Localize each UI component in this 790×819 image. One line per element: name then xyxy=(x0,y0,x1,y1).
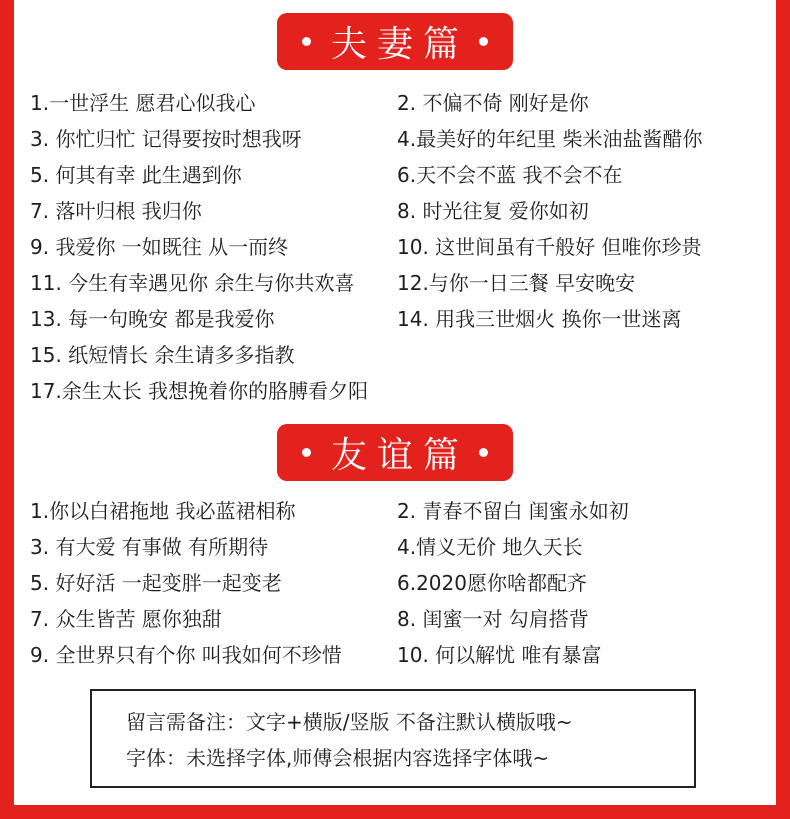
right-red-border xyxy=(776,0,790,819)
list-item: 3. 有大爱 有事做 有所期待 xyxy=(30,535,269,559)
bullet-dot-icon xyxy=(302,448,311,457)
list-item: 4.最美好的年纪里 柴米油盐酱醋你 xyxy=(397,127,703,151)
bullet-dot-icon xyxy=(479,37,488,46)
couple-phrase-list xyxy=(30,85,770,409)
note-line-text-orientation: 留言需备注：文字+横版/竖版 不备注默认横版哦~ xyxy=(126,710,573,734)
note-line-font: 字体：未选择字体,师傅会根据内容选择字体哦~ xyxy=(126,746,550,770)
section-title: 夫妻篇 xyxy=(330,24,469,65)
list-item: 1.一世浮生 愿君心似我心 xyxy=(30,91,256,115)
list-item: 14. 用我三世烟火 换你一世迷离 xyxy=(397,307,682,331)
list-item: 17.余生太长 我想挽着你的胳膊看夕阳 xyxy=(30,379,369,403)
list-item: 5. 何其有幸 此生遇到你 xyxy=(30,163,242,187)
bullet-dot-icon xyxy=(479,448,488,457)
list-item xyxy=(397,337,770,373)
list-item: 1.你以白裙拖地 我必蓝裙相称 xyxy=(30,499,296,523)
list-item: 7. 落叶归根 我归你 xyxy=(30,199,202,223)
list-item: 6.2020愿你啥都配齐 xyxy=(397,571,587,595)
friendship-phrase-list xyxy=(30,493,770,673)
list-item: 2. 不偏不倚 刚好是你 xyxy=(397,91,589,115)
left-red-border xyxy=(0,0,14,819)
list-item: 5. 好好活 一起变胖一起变老 xyxy=(30,571,282,595)
section-title: 友谊篇 xyxy=(330,435,469,476)
list-item: 2. 青春不留白 闺蜜永如初 xyxy=(397,499,629,523)
list-item xyxy=(397,373,770,409)
list-item: 3. 你忙归忙 记得要按时想我呀 xyxy=(30,127,302,151)
list-item: 10. 这世间虽有千般好 但唯你珍贵 xyxy=(397,235,702,259)
order-note-box xyxy=(90,689,696,788)
list-item: 15. 纸短情长 余生请多多指教 xyxy=(30,343,295,367)
list-item: 10. 何以解忧 唯有暴富 xyxy=(397,643,602,667)
list-item: 4.情义无价 地久天长 xyxy=(397,535,583,559)
list-item: 8. 闺蜜一对 勾肩搭背 xyxy=(397,607,589,631)
list-item: 13. 每一句晚安 都是我爱你 xyxy=(30,307,275,331)
list-item: 9. 我爱你 一如既往 从一而终 xyxy=(30,235,289,259)
list-item: 11. 今生有幸遇见你 余生与你共欢喜 xyxy=(30,271,355,295)
bullet-dot-icon xyxy=(302,37,311,46)
list-item: 7. 众生皆苦 愿你独甜 xyxy=(30,607,222,631)
bottom-red-border xyxy=(0,805,790,819)
section-banner-couple xyxy=(277,13,513,70)
list-item: 9. 全世界只有个你 叫我如何不珍惜 xyxy=(30,643,342,667)
list-item: 12.与你一日三餐 早安晚安 xyxy=(397,271,636,295)
list-item: 8. 时光往复 爱你如初 xyxy=(397,199,589,223)
list-item: 6.天不会不蓝 我不会不在 xyxy=(397,163,623,187)
section-banner-friendship xyxy=(277,424,513,481)
